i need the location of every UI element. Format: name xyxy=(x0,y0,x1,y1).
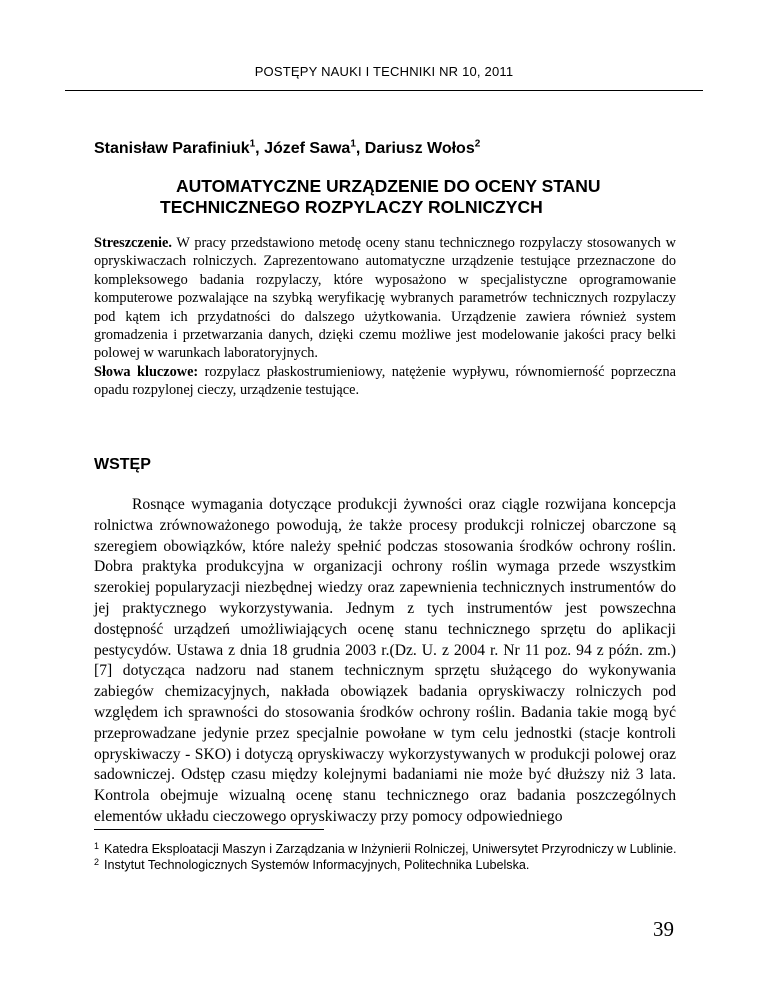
page-number: 39 xyxy=(653,917,674,941)
footnote xyxy=(94,841,704,857)
footnotes xyxy=(94,841,704,873)
paper-title-line: TECHNICZNEGO ROZPYLACZY ROLNICZYCH xyxy=(160,197,543,217)
author-list xyxy=(94,140,480,158)
author-affiliation-mark: 1 xyxy=(350,138,356,150)
author-separator: , xyxy=(255,140,265,157)
abstract xyxy=(94,234,676,400)
section-heading: WSTĘP xyxy=(94,456,151,473)
footnote-mark: 2 xyxy=(94,857,100,867)
author-affiliation-mark: 1 xyxy=(249,138,256,150)
keywords-text: rozpylacz płaskostrumieniowy, natężenie wypływu, równomierność poprzeczna opadu rozpylonej cieczy, urządzenie testujące. xyxy=(94,363,676,399)
paper-title xyxy=(160,176,630,218)
footnote-rule xyxy=(94,829,324,830)
paper-title-line: AUTOMATYCZNE URZĄDZENIE DO OCENY STANU xyxy=(176,176,601,196)
footnote-text: Katedra Eksploatacji Maszyn i Zarządzania w Inżynierii Rolniczej, Uniwersytet Przyrodniczy w Lublinie. xyxy=(104,842,677,856)
author-name: Stanisław Parafiniuk xyxy=(94,140,250,157)
footnote-mark: 1 xyxy=(94,841,100,851)
header-rule xyxy=(65,90,703,91)
body-paragraph: Rosnące wymagania dotyczące produkcji żywności oraz ciągle rozwijana koncepcja rolnictwa zrównoważonego powodują, że także procesy produkcji rolniczej obarczone są szeregiem obowiązków, które należy spełnić podczas stosowania środków ochrony roślin. Dobra praktyka produkcyjna w organizacji ochrony roślin wymaga przede wszystkim szerokiej popularyzacji niezbędnej wiedzy oraz zapewnienia technicznych instrumentów do jej praktycznego wykorzystywania. Jednym z tych instrumentów jest powszechna dostępność urządzeń umożliwiających ocenę stanu technicznego sprzętu do aplikacji pestycydów. Ustawa z dnia 18 grudnia 2003 r.(Dz. U. z 2004 r. Nr 11 poz. 94 z późn. zm.) [7] dotycząca nadzoru nad stanem technicznym sprzętu służącego do wykonywania zabiegów chemizacyjnych, nakłada obowiązek badania opryskiwaczy rolniczych pod względem ich sprawności do stosowania środków ochrony roślin. Badania takie mogą być przeprowadzane jedynie przez specjalnie powołane w tym celu jednostki (stacje kontroli opryskiwaczy - SKO) i dotyczą opryskiwaczy wykorzystywanych w produkcji polowej oraz sadowniczej. Odstęp czasu między kolejnymi badaniami nie może być dłuższy niż 3 lata. Kontrola obejmuje wizualną ocenę stanu technicznego oraz badania poszczególnych elementów układu cieczowego opryskiwaczy przy pomocy odpowiedniego xyxy=(94,496,676,825)
running-header: POSTĘPY NAUKI I TECHNIKI NR 10, 2011 xyxy=(254,64,514,79)
footnote xyxy=(94,857,704,873)
author-name: Józef Sawa xyxy=(264,140,351,157)
author-separator: , xyxy=(355,140,365,157)
abstract-text: W pracy przedstawiono metodę oceny stanu technicznego rozpylaczy stosowanych w opryskiwaczach rolniczych. Zaprezentowano automatyczne urządzenie testujące przeznaczone do kompleksowego badania rozpylaczy, które wyposażono w specjalistyczne oprogramowanie komputerowe pozwalające na szybką weryfikację wybranych parametrów technicznych rozpylaczy pod kątem ich przydatności do dalszego użytkowania. Urządzenie zawiera również system gromadzenia i przetwarzania danych, dzięki czemu możliwe jest modelowanie jakości pracy belki polowej w warunkach laboratoryjnych. xyxy=(94,235,676,362)
author-affiliation-mark: 2 xyxy=(474,138,481,150)
footnote-text: Instytut Technologicznych Systemów Informacyjnych, Politechnika Lubelska. xyxy=(104,858,530,872)
keywords-label: Słowa kluczowe: xyxy=(94,363,199,380)
abstract-label: Streszczenie. xyxy=(94,235,172,251)
body-text xyxy=(94,495,676,828)
author-name: Dariusz Wołos xyxy=(364,140,475,157)
